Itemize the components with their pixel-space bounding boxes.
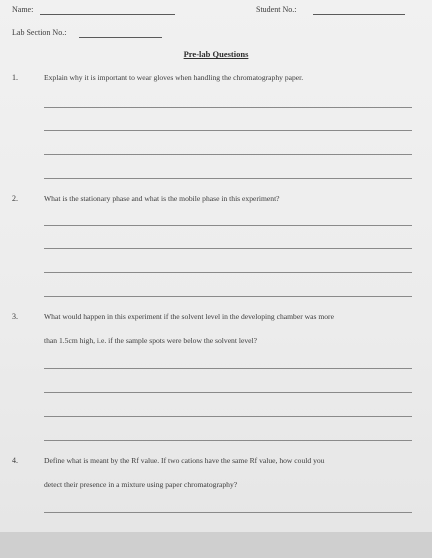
question-1-answer-line-3[interactable] — [44, 154, 412, 155]
question-3-text-line-2: than 1.5cm high, i.e. if the sample spots were below the solvent level? — [44, 336, 257, 345]
question-3-number: 3. — [12, 312, 18, 321]
page-bottom-edge — [0, 532, 432, 558]
question-1-answer-line-2[interactable] — [44, 130, 412, 131]
question-1-answer-line-4[interactable] — [44, 178, 412, 179]
question-2-text: What is the stationary phase and what is the mobile phase in this experiment? — [44, 194, 280, 203]
question-1-number: 1. — [12, 73, 18, 82]
question-2-answer-line-3[interactable] — [44, 272, 412, 273]
student-no-label: Student No.: — [256, 5, 297, 14]
question-2-answer-line-4[interactable] — [44, 296, 412, 297]
question-2-number: 2. — [12, 194, 18, 203]
page-title: Pre-lab Questions — [183, 49, 249, 59]
question-3-text-line-1: What would happen in this experiment if the solvent level in the developing chamber was more — [44, 312, 334, 321]
question-4-answer-line-1[interactable] — [44, 512, 412, 513]
question-4-text-line-2: detect their presence in a mixture using paper chromatography? — [44, 480, 238, 489]
question-2-answer-line-1[interactable] — [44, 225, 412, 226]
lab-section-field[interactable] — [79, 37, 162, 38]
question-3-answer-line-1[interactable] — [44, 368, 412, 369]
question-3-answer-line-3[interactable] — [44, 416, 412, 417]
lab-section-label: Lab Section No.: — [12, 28, 67, 37]
question-1-text: Explain why it is important to wear gloves when handling the chromatography paper. — [44, 73, 304, 82]
question-2-answer-line-2[interactable] — [44, 248, 412, 249]
question-1-answer-line-1[interactable] — [44, 107, 412, 108]
question-4-text-line-1: Define what is meant by the Rf value. If two cations have the same Rf value, how could you — [44, 456, 325, 465]
student-no-field[interactable] — [313, 14, 405, 15]
question-3-answer-line-2[interactable] — [44, 392, 412, 393]
question-3-answer-line-4[interactable] — [44, 440, 412, 441]
question-4-number: 4. — [12, 456, 18, 465]
name-field[interactable] — [40, 14, 175, 15]
name-label: Name: — [12, 5, 34, 14]
